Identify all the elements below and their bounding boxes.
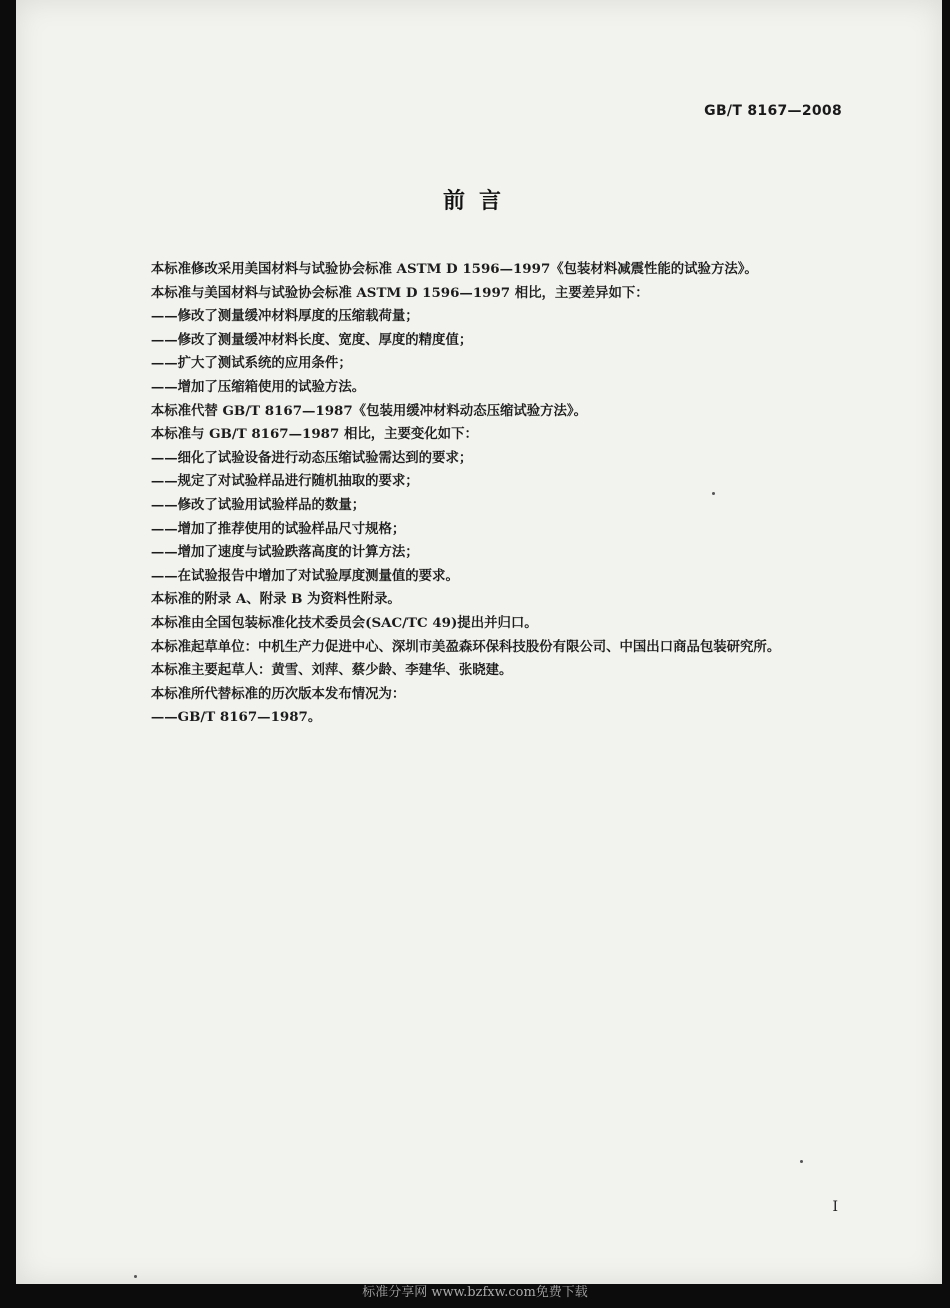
scan-speck bbox=[712, 492, 715, 495]
list-item: ——修改了测量缓冲材料长度、宽度、厚度的精度值； bbox=[150, 331, 473, 348]
paragraph: 本标准起草单位：中机生产力促进中心、深圳市美盈森环保科技股份有限公司、中国出口商品包装研究所。 bbox=[150, 638, 781, 655]
list-item: ——修改了试验用试验样品的数量； bbox=[150, 496, 366, 513]
paragraph: 本标准修改采用美国材料与试验协会标准 ASTM D 1596—1997《包装材料减震性能的试验方法》。 bbox=[150, 261, 758, 277]
list-item: ——增加了推荐使用的试验样品尺寸规格； bbox=[150, 520, 406, 537]
page-title: 前言 bbox=[442, 189, 515, 214]
paragraph: 本标准由全国包装标准化技术委员会(SAC/TC 49)提出并归口。 bbox=[150, 614, 538, 631]
document-page bbox=[16, 0, 942, 1284]
paragraph: 本标准所代替标准的历次版本发布情况为： bbox=[150, 685, 406, 702]
paragraph: 本标准的附录 A、附录 B 为资料性附录。 bbox=[150, 591, 401, 608]
foreword-body bbox=[112, 258, 854, 730]
list-item: ——增加了速度与试验跌落高度的计算方法； bbox=[150, 544, 419, 561]
footer-watermark-text: 标准分享网 www.bzfxw.com免费下载 bbox=[362, 1285, 588, 1300]
paragraph: 本标准主要起草人：黄雪、刘萍、蔡少龄、李建华、张晓建。 bbox=[150, 662, 513, 679]
list-item: ——增加了压缩箱使用的试验方法。 bbox=[150, 378, 366, 395]
list-item: ——细化了试验设备进行动态压缩试验需达到的要求； bbox=[150, 449, 473, 466]
scan-speck bbox=[134, 1275, 137, 1278]
paragraph: 本标准代替 GB/T 8167—1987《包装用缓冲材料动态压缩试验方法》。 bbox=[150, 402, 588, 419]
paragraph: 本标准与 GB/T 8167—1987 相比，主要变化如下： bbox=[150, 426, 478, 443]
list-item: ——在试验报告中增加了对试验厚度测量值的要求。 bbox=[150, 567, 459, 584]
standard-number: GB/T 8167—2008 bbox=[704, 103, 842, 119]
list-item: ——修改了测量缓冲材料厚度的压缩载荷量； bbox=[150, 308, 419, 325]
list-item: ——GB/T 8167—1987。 bbox=[150, 709, 322, 726]
list-item: ——规定了对试验样品进行随机抽取的要求； bbox=[150, 473, 419, 490]
scan-speck bbox=[800, 1160, 803, 1163]
page-number: I bbox=[832, 1199, 838, 1215]
paragraph: 本标准与美国材料与试验协会标准 ASTM D 1596—1997 相比，主要差异如下： bbox=[150, 284, 649, 301]
list-item: ——扩大了测试系统的应用条件； bbox=[150, 355, 352, 372]
